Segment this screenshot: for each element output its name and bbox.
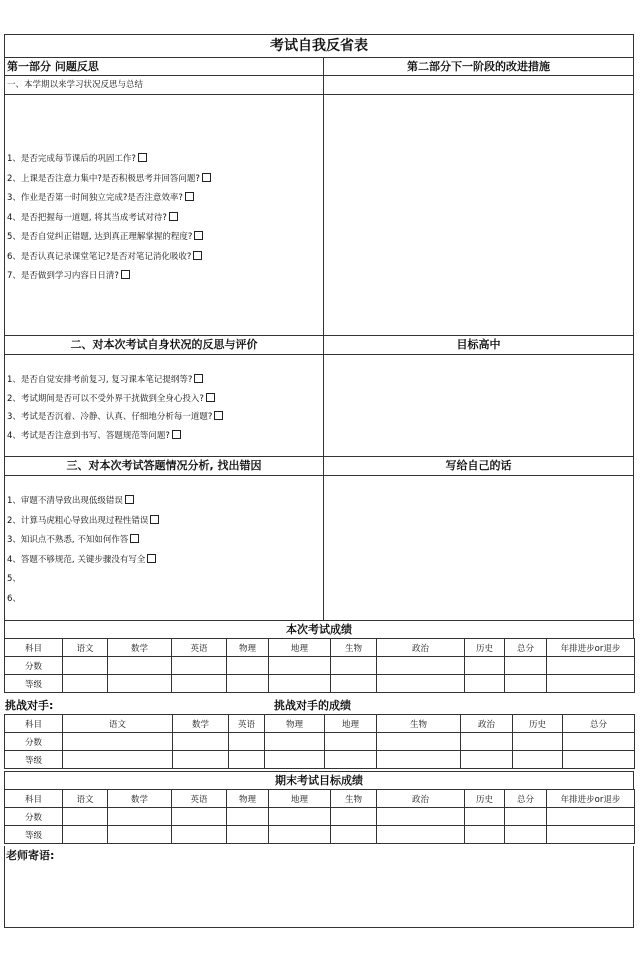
score-cell[interactable] bbox=[465, 657, 505, 675]
row-label: 分数 bbox=[5, 657, 63, 675]
list-item bbox=[5, 371, 223, 390]
score-cell[interactable] bbox=[63, 808, 108, 826]
score-cell[interactable] bbox=[63, 675, 108, 693]
table-row bbox=[5, 808, 635, 826]
table-header-row bbox=[5, 715, 635, 733]
table-header-cell: 数学 bbox=[108, 790, 172, 808]
checkbox[interactable] bbox=[125, 495, 134, 504]
score-cell[interactable] bbox=[269, 657, 331, 675]
part1-question-list bbox=[5, 150, 211, 287]
table-header-cell: 语文 bbox=[63, 790, 108, 808]
table-header-cell: 数学 bbox=[173, 715, 229, 733]
part3-right-header-text: 写给自己的话 bbox=[445, 459, 512, 472]
score-cell[interactable] bbox=[505, 826, 547, 844]
score-cell[interactable] bbox=[172, 657, 227, 675]
score-cell[interactable] bbox=[563, 751, 635, 769]
list-item-text: 3、知识点不熟悉, 不知如何作答 bbox=[7, 535, 129, 545]
list-item-text: 4、是否把握每一道题, 将其当成考试对待? bbox=[7, 212, 167, 223]
part2-right-header bbox=[323, 335, 634, 355]
table-header-cell: 英语 bbox=[172, 790, 227, 808]
list-item bbox=[5, 170, 211, 190]
row-label: 等级 bbox=[5, 675, 63, 693]
table-row bbox=[5, 826, 635, 844]
current-scores-table bbox=[4, 638, 635, 693]
score-cell[interactable] bbox=[325, 751, 377, 769]
score-cell[interactable] bbox=[513, 751, 563, 769]
row-label: 分数 bbox=[5, 808, 63, 826]
score-cell[interactable] bbox=[108, 808, 172, 826]
score-cell[interactable] bbox=[547, 826, 635, 844]
score-cell[interactable] bbox=[108, 826, 172, 844]
checkbox[interactable] bbox=[202, 173, 211, 182]
score-cell[interactable] bbox=[172, 826, 227, 844]
list-item-text: 4、答题不够规范, 关键步骤没有写全 bbox=[7, 554, 146, 565]
table-header-cell: 地理 bbox=[325, 715, 377, 733]
table-header-cell: 地理 bbox=[269, 790, 331, 808]
score-cell[interactable] bbox=[269, 808, 331, 826]
score-cell[interactable] bbox=[563, 733, 635, 751]
score-cell[interactable] bbox=[173, 733, 229, 751]
list-item-text: 3、作业是否第一时间独立完成?是否注意效率? bbox=[7, 193, 183, 203]
list-item bbox=[5, 512, 159, 532]
score-cell[interactable] bbox=[461, 751, 513, 769]
part3-left-header bbox=[4, 456, 324, 476]
part3-error-list bbox=[5, 492, 159, 609]
score-cell[interactable] bbox=[505, 657, 547, 675]
part2-right-header-text: 目标高中 bbox=[456, 338, 501, 351]
checkbox[interactable] bbox=[185, 192, 194, 201]
part3-left-body bbox=[4, 475, 324, 621]
table-header-cell: 历史 bbox=[465, 639, 505, 657]
table-header-cell: 政治 bbox=[377, 639, 465, 657]
checkbox[interactable] bbox=[150, 515, 159, 524]
list-item bbox=[5, 150, 211, 170]
row-label: 分数 bbox=[5, 733, 63, 751]
table-header-cell: 总分 bbox=[505, 790, 547, 808]
part1-left-header bbox=[4, 57, 324, 76]
list-item bbox=[5, 209, 211, 229]
part3-right-header bbox=[323, 456, 634, 476]
table-header-cell: 科目 bbox=[5, 639, 63, 657]
score-cell[interactable] bbox=[547, 808, 635, 826]
score-cell[interactable] bbox=[173, 751, 229, 769]
score-cell[interactable] bbox=[377, 657, 465, 675]
score-cell[interactable] bbox=[108, 675, 172, 693]
score-cell[interactable] bbox=[377, 751, 461, 769]
list-item-text: 2、上课是否注意力集中?是否积极思考并回答问题? bbox=[7, 173, 200, 184]
score-cell[interactable] bbox=[265, 733, 325, 751]
list-item bbox=[5, 570, 159, 590]
table-header-row bbox=[5, 790, 635, 808]
score-cell[interactable] bbox=[63, 751, 173, 769]
list-item-text: 3、考试是否沉着、冷静、认真、仔细地分析每一道题? bbox=[7, 412, 213, 422]
score-cell[interactable] bbox=[547, 657, 635, 675]
table-header-cell: 年排进步or退步 bbox=[547, 639, 635, 657]
teacher-comment-label: 老师寄语: bbox=[6, 849, 55, 862]
table-row bbox=[5, 675, 635, 693]
table-header-cell: 英语 bbox=[229, 715, 265, 733]
table-header-cell: 历史 bbox=[513, 715, 563, 733]
score-cell[interactable] bbox=[547, 675, 635, 693]
table-header-cell: 政治 bbox=[377, 790, 465, 808]
score-cell[interactable] bbox=[63, 657, 108, 675]
table-header-cell: 语文 bbox=[63, 639, 108, 657]
page-title: 考试自我反省表 bbox=[4, 34, 634, 58]
checkbox[interactable] bbox=[169, 212, 178, 221]
table-header-cell: 语文 bbox=[63, 715, 173, 733]
target-scores-table bbox=[4, 789, 635, 844]
list-item-text: 1、审题不清导致出现低级错误 bbox=[7, 496, 123, 506]
list-item-text: 2、考试期间是否可以不受外界干扰做到全身心投入? bbox=[7, 393, 204, 404]
list-item-text: 1、是否完成每节课后的巩固工作? bbox=[7, 154, 136, 164]
table-header-cell: 生物 bbox=[331, 639, 377, 657]
list-item bbox=[5, 408, 223, 427]
table-header-cell: 物理 bbox=[227, 639, 269, 657]
part3-right-body[interactable] bbox=[323, 475, 634, 621]
list-item bbox=[5, 551, 159, 571]
part2-right-body[interactable] bbox=[323, 354, 634, 457]
table-header-cell: 生物 bbox=[377, 715, 461, 733]
part1-right-body[interactable] bbox=[323, 75, 634, 336]
score-cell[interactable] bbox=[377, 808, 465, 826]
table-header-cell: 总分 bbox=[505, 639, 547, 657]
table-header-row bbox=[5, 639, 635, 657]
part1-right-header-text: 第二部分下一阶段的改进措施 bbox=[407, 60, 550, 73]
list-item-text: 1、是否自觉安排考前复习, 复习课本笔记提纲等? bbox=[7, 375, 193, 385]
part1-subheader: 一、本学期以来学习状况反思与总结 bbox=[5, 76, 323, 95]
part3-left-header-text: 三、对本次考试答题情况分析, 找出错因 bbox=[66, 459, 262, 472]
score-cell[interactable] bbox=[269, 675, 331, 693]
score-cell[interactable] bbox=[325, 733, 377, 751]
score-cell[interactable] bbox=[505, 808, 547, 826]
score-cell[interactable] bbox=[172, 808, 227, 826]
table-header-cell: 物理 bbox=[227, 790, 269, 808]
checkbox[interactable] bbox=[121, 270, 130, 279]
score-cell[interactable] bbox=[229, 733, 265, 751]
score-cell[interactable] bbox=[108, 657, 172, 675]
list-item-text: 7、是否做到学习内容日日清? bbox=[7, 271, 119, 281]
table-header-cell: 科目 bbox=[5, 790, 63, 808]
list-item bbox=[5, 427, 223, 446]
list-item bbox=[5, 590, 159, 610]
part2-left-header bbox=[4, 335, 324, 355]
score-cell[interactable] bbox=[269, 826, 331, 844]
part1-left-header-text: 第一部分 问题反思 bbox=[7, 60, 99, 73]
checkbox[interactable] bbox=[138, 153, 147, 162]
table-header-cell: 物理 bbox=[265, 715, 325, 733]
list-item bbox=[5, 267, 211, 287]
list-item bbox=[5, 531, 159, 551]
score-cell[interactable] bbox=[172, 675, 227, 693]
checkbox[interactable] bbox=[172, 430, 181, 439]
current-scores-title: 本次考试成绩 bbox=[4, 620, 634, 639]
score-cell[interactable] bbox=[227, 657, 269, 675]
row-label: 等级 bbox=[5, 751, 63, 769]
score-cell[interactable] bbox=[461, 733, 513, 751]
target-scores-title: 期末考试目标成绩 bbox=[4, 771, 634, 790]
score-cell[interactable] bbox=[227, 808, 269, 826]
score-cell[interactable] bbox=[331, 808, 377, 826]
checkbox[interactable] bbox=[130, 534, 139, 543]
score-cell[interactable] bbox=[377, 733, 461, 751]
checkbox[interactable] bbox=[147, 554, 156, 563]
table-header-cell: 地理 bbox=[269, 639, 331, 657]
table-header-cell: 年排进步or退步 bbox=[547, 790, 635, 808]
score-cell[interactable] bbox=[331, 657, 377, 675]
table-header-cell: 科目 bbox=[5, 715, 63, 733]
rival-label: 挑战对手: bbox=[5, 699, 54, 712]
table-row bbox=[5, 733, 635, 751]
score-cell[interactable] bbox=[465, 826, 505, 844]
score-cell[interactable] bbox=[377, 826, 465, 844]
table-header-cell: 数学 bbox=[108, 639, 172, 657]
checkbox[interactable] bbox=[193, 251, 202, 260]
table-header-cell: 生物 bbox=[331, 790, 377, 808]
list-item bbox=[5, 248, 211, 268]
score-cell[interactable] bbox=[227, 675, 269, 693]
score-cell[interactable] bbox=[227, 826, 269, 844]
part1-right-sub-divider bbox=[323, 94, 634, 95]
checkbox[interactable] bbox=[194, 374, 203, 383]
table-header-cell: 总分 bbox=[563, 715, 635, 733]
score-cell[interactable] bbox=[229, 751, 265, 769]
list-item-text: 5、 bbox=[7, 574, 21, 584]
score-cell[interactable] bbox=[331, 826, 377, 844]
checkbox[interactable] bbox=[206, 393, 215, 402]
list-item bbox=[5, 492, 159, 512]
score-cell[interactable] bbox=[331, 675, 377, 693]
rival-scores-table bbox=[4, 714, 635, 769]
list-item-text: 6、是否认真记录课堂笔记?是否对笔记消化吸收? bbox=[7, 251, 192, 262]
rival-row bbox=[4, 696, 634, 715]
score-cell[interactable] bbox=[63, 733, 173, 751]
score-cell[interactable] bbox=[505, 675, 547, 693]
part2-left-body bbox=[4, 354, 324, 457]
table-header-cell: 历史 bbox=[465, 790, 505, 808]
table-header-cell: 英语 bbox=[172, 639, 227, 657]
list-item-text: 2、计算马虎粗心导致出现过程性错误 bbox=[7, 515, 149, 526]
checkbox[interactable] bbox=[214, 411, 223, 420]
score-cell[interactable] bbox=[513, 733, 563, 751]
part1-left-body bbox=[4, 75, 324, 336]
part2-question-list bbox=[5, 371, 223, 445]
list-item bbox=[5, 228, 211, 248]
table-row bbox=[5, 657, 635, 675]
list-item-text: 6、 bbox=[7, 593, 21, 604]
table-header-cell: 政治 bbox=[461, 715, 513, 733]
score-cell[interactable] bbox=[377, 675, 465, 693]
row-label: 等级 bbox=[5, 826, 63, 844]
list-item bbox=[5, 390, 223, 409]
table-row bbox=[5, 751, 635, 769]
checkbox[interactable] bbox=[194, 231, 203, 240]
score-cell[interactable] bbox=[465, 675, 505, 693]
part1-right-header bbox=[323, 57, 634, 76]
list-item-text: 5、是否自觉纠正错题, 达到真正理解掌握的程度? bbox=[7, 232, 193, 242]
part2-left-header-text: 二、对本次考试自身状况的反思与评价 bbox=[70, 338, 258, 351]
list-item bbox=[5, 189, 211, 209]
score-cell[interactable] bbox=[265, 751, 325, 769]
list-item-text: 4、考试是否注意到书写、答题规范等问题? bbox=[7, 430, 170, 441]
teacher-comment-box[interactable] bbox=[4, 846, 634, 928]
score-cell[interactable] bbox=[63, 826, 108, 844]
score-cell[interactable] bbox=[465, 808, 505, 826]
rival-title: 挑战对手的成绩 bbox=[274, 699, 351, 712]
